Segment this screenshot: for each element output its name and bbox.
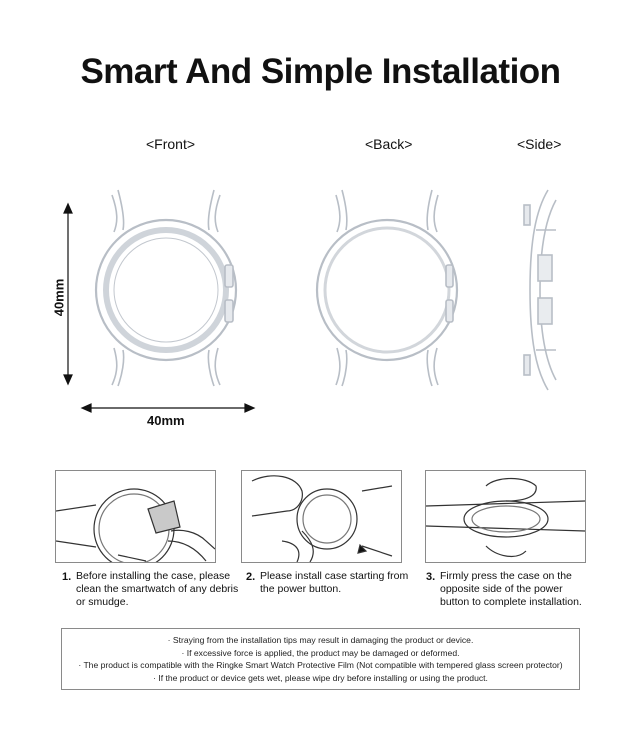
step-3-illustration	[425, 470, 586, 563]
back-view-label: <Back>	[365, 136, 413, 152]
step-2-illustration	[241, 470, 402, 563]
side-view-label: <Side>	[517, 136, 562, 152]
installation-notes	[61, 628, 580, 690]
step-1-illustration	[55, 470, 216, 563]
step-3	[426, 570, 590, 609]
step-1	[62, 570, 241, 609]
step-1-text: Before installing the case, please clean the smartwatch of any debris or smudge.	[76, 570, 239, 608]
note-4: · If the product or device gets wet, please wipe dry before installing or using the product.	[153, 672, 488, 683]
width-dimension-line	[82, 404, 254, 412]
page-title: Smart And Simple Installation	[80, 52, 561, 91]
back-case-image	[317, 190, 457, 386]
note-2: · If excessive force is applied, the product may be damaged or deformed.	[181, 647, 460, 658]
note-1: · Straying from the installation tips may result in damaging the product or device.	[167, 635, 474, 645]
step-3-number: 3.	[426, 571, 436, 583]
step-2-number: 2.	[246, 571, 256, 583]
step-3-text: Firmly press the case on the opposite side of the power button to complete installation.	[440, 570, 582, 608]
height-dimension-label: 40mm	[51, 278, 67, 317]
step-2	[246, 570, 425, 596]
front-view-label: <Front>	[146, 136, 196, 152]
step-1-number: 1.	[62, 571, 72, 583]
side-case-image	[524, 190, 556, 390]
step-2-text: Please install case starting from the power button.	[260, 570, 409, 595]
width-dimension-label: 40mm	[147, 413, 185, 428]
note-3: · The product is compatible with the Ringke Smart Watch Protective Film (Not compatible with tempered glass screen protector)	[78, 660, 563, 670]
front-case-image	[96, 190, 236, 386]
